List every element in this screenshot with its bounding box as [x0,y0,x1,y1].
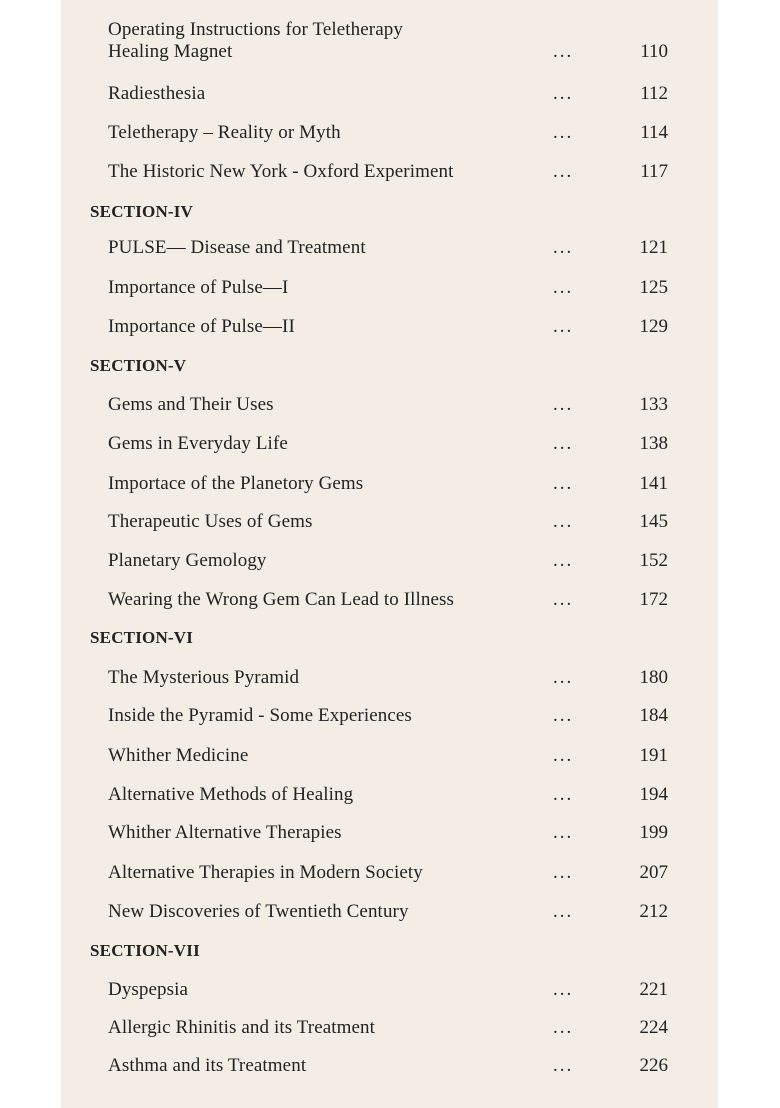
leader-dots: ... [553,550,574,571]
page-number: 133 [639,394,668,415]
page-number: 180 [639,667,668,688]
page-number: 114 [640,122,668,143]
entry-title: Therapeutic Uses of Gems [108,511,313,532]
toc-entry [61,315,718,339]
entry-title: New Discoveries of Twentieth Century [108,901,409,922]
page-number: 152 [639,550,668,571]
leader-dots: ... [553,433,574,454]
leader-dots: ... [553,41,574,62]
toc-entry [61,40,718,64]
entry-title: Alternative Therapies in Modern Society [108,862,423,883]
toc-entry [61,861,718,885]
entry-title: Dyspepsia [108,979,189,1000]
section-heading [61,354,718,378]
toc-entry [61,121,718,145]
leader-dots: ... [553,979,574,1000]
entry-title: Whither Medicine [108,745,249,766]
entry-title: Operating Instructions for Teletherapy [108,19,403,40]
leader-dots: ... [553,667,574,688]
toc-entry [61,432,718,456]
page-number: 121 [639,237,668,258]
leader-dots: ... [553,316,574,337]
toc-entry [61,472,718,496]
page-number: 138 [639,433,668,454]
toc-entry [61,160,718,184]
entry-title: Alternative Methods of Healing [108,784,354,805]
toc-entry [61,1016,718,1040]
page-number: 145 [639,511,668,532]
page-number: 207 [639,862,668,883]
leader-dots: ... [553,784,574,805]
entry-title: Inside the Pyramid - Some Experiences [108,705,412,726]
leader-dots: ... [553,589,574,610]
leader-dots: ... [553,901,574,922]
toc-entry [61,978,718,1002]
toc-entry [61,276,718,300]
page-number: 226 [639,1055,668,1076]
entry-title: The Historic New York - Oxford Experiment [108,161,454,182]
leader-dots: ... [553,473,574,494]
page-number: 125 [639,277,668,298]
leader-dots: ... [553,122,574,143]
leader-dots: ... [553,83,574,104]
section-heading [61,200,718,224]
page-number: 199 [639,822,668,843]
entry-title: Importance of Pulse—II [108,316,295,337]
page-number: 184 [639,705,668,726]
page-number: 194 [639,784,668,805]
toc-entry [61,666,718,690]
section-heading [61,939,718,963]
section-title: SECTION-VII [90,941,200,960]
page-number: 117 [640,161,668,182]
contents-page [61,0,718,1108]
toc-entry [61,821,718,845]
entry-title: Gems in Everyday Life [108,433,288,454]
page-number: 191 [639,745,668,766]
entry-title: PULSE— Disease and Treatment [108,237,366,258]
page-number: 110 [640,41,668,62]
toc-entry [61,510,718,534]
section-title: SECTION-IV [90,202,194,221]
toc-entry [61,1054,718,1078]
entry-title: Wearing the Wrong Gem Can Lead to Illness [108,589,454,610]
entry-title: Importace of the Planetory Gems [108,473,364,494]
entry-title: Asthma and its Treatment [108,1055,307,1076]
toc-entry [61,900,718,924]
leader-dots: ... [553,705,574,726]
toc-entry [61,744,718,768]
leader-dots: ... [553,511,574,532]
page-number: 212 [639,901,668,922]
entry-title: Healing Magnet [108,41,233,62]
page-number: 172 [639,589,668,610]
leader-dots: ... [553,277,574,298]
entry-title: The Mysterious Pyramid [108,667,300,688]
entry-title: Gems and Their Uses [108,394,274,415]
entry-title: Allergic Rhinitis and its Treatment [108,1017,376,1038]
entry-title: Importance of Pulse—I [108,277,289,298]
section-title: SECTION-V [90,356,187,375]
toc-entry [61,18,718,42]
page-number: 221 [639,979,668,1000]
section-heading [61,626,718,650]
entry-title: Whither Alternative Therapies [108,822,342,843]
leader-dots: ... [553,822,574,843]
leader-dots: ... [553,862,574,883]
leader-dots: ... [553,394,574,415]
page-number: 112 [640,83,668,104]
page-number: 141 [639,473,668,494]
leader-dots: ... [553,237,574,258]
leader-dots: ... [553,745,574,766]
page-number: 224 [639,1017,668,1038]
section-title: SECTION-VI [90,628,194,647]
leader-dots: ... [553,1055,574,1076]
entry-title: Planetary Gemology [108,550,267,571]
entry-title: Teletherapy – Reality or Myth [108,122,341,143]
toc-entry [61,549,718,573]
leader-dots: ... [553,161,574,182]
toc-entry [61,588,718,612]
page-number: 129 [639,316,668,337]
entry-title: Radiesthesia [108,83,206,104]
leader-dots: ... [553,1017,574,1038]
toc-entry [61,783,718,807]
toc-entry [61,236,718,260]
toc-entry [61,704,718,728]
toc-entry [61,82,718,106]
toc-entry [61,393,718,417]
